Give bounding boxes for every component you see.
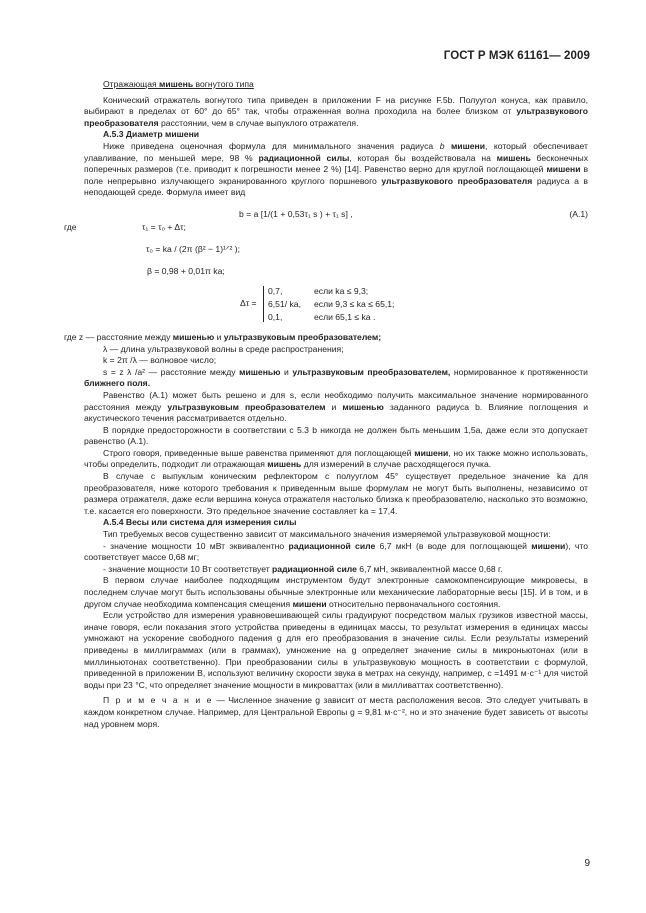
page-number: 9: [584, 858, 590, 869]
equation-tau1-text: τ₁ = τ₀ + Δτ;: [142, 221, 186, 232]
paragraph-microbalance: В первом случае наиболее подходящим инструментом будут электронные самокомпенсирующие микровесы, в последнем случае могут быть использованы обычные электронные или механические лабораторные весы [15]. И в том, и в другом случае необходима компенсация смещения мишени относительно первоначального состояния.: [84, 575, 588, 609]
definition-k: k = 2π /λ — волновое число;: [103, 355, 217, 366]
paragraph-precaution: В порядке предосторожности в соответствии с 5.3 b никогда не должен быть меньшим 1,5a, даже если это допускает равенство (A.1).: [84, 424, 588, 447]
equation-delta-tau: Δτ = 0,7, если ka ≤ 9,3; 6,51/ ka, если 9,3 ≤ ka ≤ 65,1; 0,1, если 65,1 ≤ ka .: [240, 285, 395, 322]
paragraph-strictly-speaking: Строго говоря, приведенные выше равенства применяют для поглощающей мишени, но их также можно использовать, чтобы определить, подходит ли отражающая мишень для измерений в случае расходящегося пучка.: [84, 447, 588, 470]
equation-a1: [84, 208, 588, 221]
paragraph-equation-solution: Равенство (A.1) может быть решено и для s, если необходимо получить максимальное значение нормированного расстояния между ультразвуковым преобразователем и мишенью заданного радиуса b. Влияние поглощения и акустического течения рассматривается отдельно.: [84, 389, 588, 424]
equation-number: (A.1): [569, 208, 588, 219]
section-title-a53: А.5.3 Диаметр мишени: [103, 129, 200, 140]
equation-tau0: [84, 243, 588, 256]
paragraph-calibration: Если устройство для измерения уравновешивающей силы градуируют посредством малых грузиков известной массы, иначе говоря, если показания этого устройства приведены в единицах массы, то результат измерения в единицах массы умножают на ускорение свободного падения g для его преобразования в значение силы. Если результаты измерений приведены в миллиграммах (или в граммах), умножение на g определяет значение силы в микроньютонах (или в миллиньютонах соответственно). При преобразовании силы в ультразвуковую мощность в соответствии с формулой, приведенной в приложении B, используют величину скорости звука в метрах на секунду, например, c =1491 м·c⁻¹ для чистой воды при 23 °C, что определяет значение мощности в микроваттах (или в милливаттах соответственно).: [84, 610, 588, 690]
section-title-a54: А.5.4 Весы или система для измерения силы: [103, 517, 297, 528]
paragraph-concave-reflector: Конический отражатель вогнутого типа приведен в приложении F на рисунке F.5b. Полуугол конуса, как правило, выбирают в пределах от 60° до 65° так, чтобы отраженная волна проходила на более близком от ультразвукового преобразователя расстоянии, чем в случае выпуклого отражателя.: [84, 94, 588, 128]
equation-tau1: [64, 221, 588, 234]
note: П р и м е ч а н и е — Численное значение g зависит от места расположения весов. Это следует учитывать в каждом конкретном случае. Например, для Центральной Европы g = 9,81 м·с⁻², но и это значение будет зависеть от высоты над уровнем моря.: [84, 695, 588, 729]
definition-lambda: λ — длина ультразвуковой волны в среде распространения;: [103, 343, 344, 354]
equation-tau0-text: τ₀ = ka / (2π (β² − 1)¹ᐟ² );: [146, 243, 241, 254]
definition-z: где z — расстояние между мишенью и ультразвуковым преобразователем;: [64, 331, 382, 342]
where-label: где: [64, 221, 77, 232]
definition-s: s = z λ /a² — расстояние между мишенью и ультразвуковым преобразователем, нормированное к протяженности ближнего поля.: [84, 366, 588, 389]
paragraph-convex-reflector: В случае с выпуклым коническим рефлектором с полууглом 45° существует предельное значение ka для преобразователя, ниже которого требования к приведенным выше формулам не могут быть выполнены, независимо от размера отражателя, даже если вершина конуса отражателя настолько близка к преобразователю, насколько это возможно, т.е. касается его поверхности. Это предельное значение составляет ka = 17,4.: [84, 471, 588, 516]
list-item-power-10w: - значение мощности 10 Вт соответствует радиационной силе 6,7 мН, эквивалентной массе 0,68 г.: [103, 563, 503, 574]
delta-tau-label: Δτ =: [240, 297, 257, 308]
standard-header: ГОСТ Р МЭК 61161— 2009: [443, 50, 590, 62]
paragraph-balance-type: Тип требуемых весов существенно зависит от максимального значения измеряемой ультразвуковой мощности:: [103, 529, 551, 540]
equation-beta-text: β = 0,98 + 0,01π ka;: [147, 265, 225, 276]
subheading-concave-target: Отражающая мишень вогнутого типа: [103, 79, 254, 89]
list-item-power-10mw: - значение мощности 10 мВт эквивалентно радиационной силе 6,7 мкН (в воде для поглощающей мишени), что соответствует массе 0,68 мг;: [84, 540, 588, 563]
equation-beta: [84, 265, 588, 278]
document-body: [64, 79, 589, 730]
note-label: П р и м е ч а н и е: [103, 695, 214, 706]
equation-main: b = a [1/(1 + 0,53τ₁ s ) + τ₁ s] ,: [239, 208, 353, 219]
paragraph-target-radius-formula: Ниже приведена оценочная формула для минимального значения радиуса b мишени, который обеспечивает улавливание, по меньшей мере, 98 % радиационной силы, которая бы воздействовала на мишень бесконечных поперечных размеров (т.е. приводит к погрешности менее 2 %) [14]. Равенство верно для круглой поглощающей мишени в поле непрерывно излучающего экранированного круглого поршневого ультразвукового преобразователя радиуса a в неподающей среде. Формула имеет вид: [84, 140, 589, 198]
